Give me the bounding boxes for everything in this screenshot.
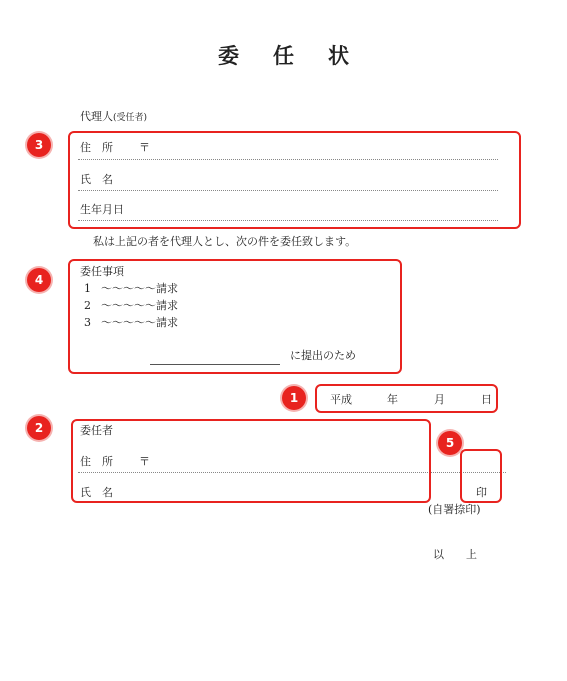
principal-name-label: 氏 名 bbox=[80, 486, 113, 499]
callout-badge-4: 4 bbox=[27, 268, 51, 292]
agent-heading-label: 代理人 bbox=[80, 110, 113, 123]
matter-item-text: 〜〜〜〜〜請求 bbox=[101, 316, 178, 329]
agent-postal-mark: 〒 bbox=[139, 141, 150, 154]
seal-mark: 印 bbox=[476, 486, 487, 499]
callout-badge-1: 1 bbox=[282, 386, 306, 410]
highlight-seal-box bbox=[460, 449, 502, 503]
matter-item-number: 3 bbox=[84, 316, 91, 329]
agent-address-label: 住 所 bbox=[80, 141, 113, 154]
matter-item-number: 2 bbox=[84, 299, 91, 312]
highlight-matters-box bbox=[68, 259, 402, 374]
agent-heading bbox=[80, 110, 147, 125]
title-char: 状 bbox=[328, 43, 349, 68]
matter-item-text: 〜〜〜〜〜請求 bbox=[101, 299, 178, 312]
principal-address-label: 住 所 bbox=[80, 455, 113, 468]
highlight-date-box bbox=[315, 384, 498, 413]
submit-suffix: に提出のため bbox=[290, 349, 356, 362]
highlight-principal-box bbox=[71, 419, 431, 503]
date-day: 日 bbox=[481, 393, 492, 406]
matter-item-text: 〜〜〜〜〜請求 bbox=[101, 282, 178, 295]
delegation-statement: 私は上記の者を代理人とし、次の件を委任致します。 bbox=[93, 235, 357, 248]
date-month: 月 bbox=[434, 393, 445, 406]
closing-text: 以 上 bbox=[433, 548, 477, 561]
highlight-agent-box bbox=[68, 131, 521, 229]
principal-postal-mark: 〒 bbox=[139, 455, 150, 468]
title-char: 委 bbox=[218, 43, 239, 68]
date-era: 平成 bbox=[330, 393, 352, 406]
agent-name-label: 氏 名 bbox=[80, 173, 113, 186]
title-char: 任 bbox=[273, 43, 294, 68]
callout-badge-3: 3 bbox=[27, 133, 51, 157]
callout-badge-5: 5 bbox=[438, 431, 462, 455]
document-title bbox=[0, 40, 567, 70]
matter-item-number: 1 bbox=[84, 282, 91, 295]
date-year: 年 bbox=[387, 393, 398, 406]
agent-heading-note: (受任者) bbox=[113, 113, 148, 123]
agent-birthdate-label: 生年月日 bbox=[80, 203, 124, 216]
principal-heading: 委任者 bbox=[80, 424, 113, 437]
matters-heading: 委任事項 bbox=[80, 265, 124, 278]
callout-badge-2: 2 bbox=[27, 416, 51, 440]
seal-note: (自署捺印) bbox=[428, 503, 481, 516]
